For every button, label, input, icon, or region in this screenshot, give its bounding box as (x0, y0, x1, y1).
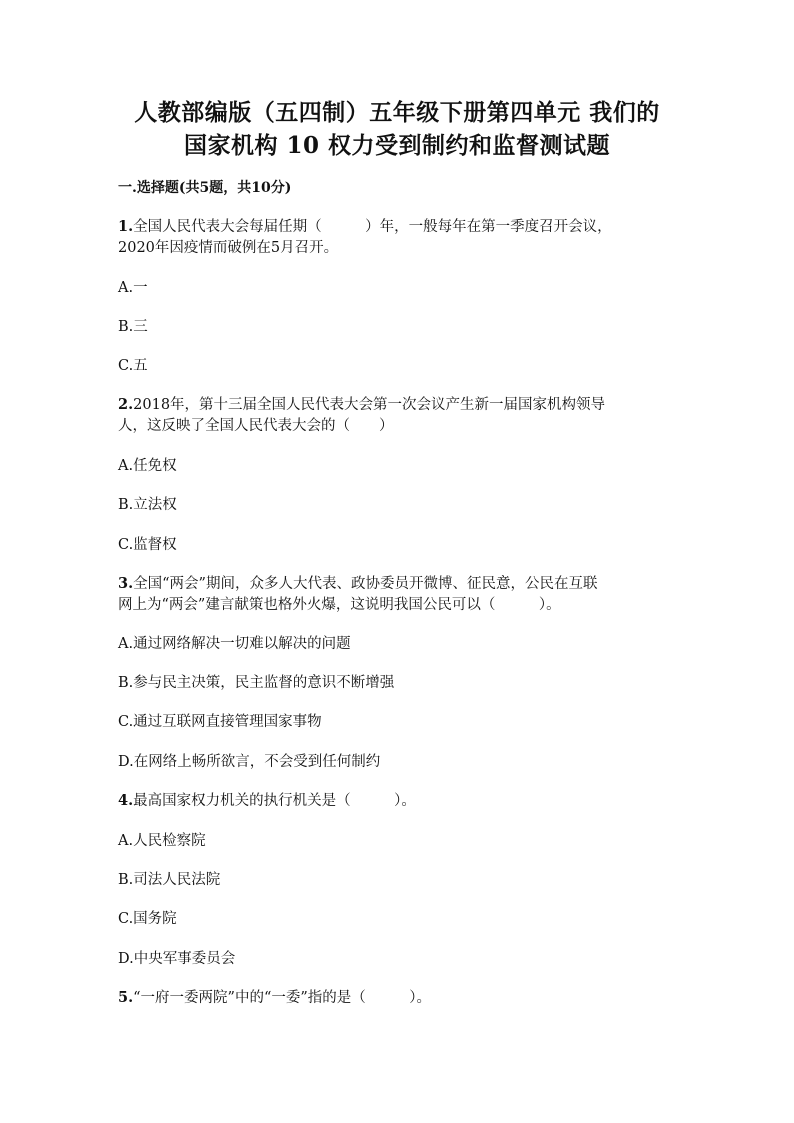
question-1-stem-line-2: 2020年因疫情而破例在5月召开。 (118, 240, 339, 256)
question-2-option-b[interactable]: B.立法权 (118, 497, 177, 513)
question-4-option-a[interactable]: A.人民检察院 (118, 833, 206, 849)
question-4-option-d[interactable]: D.中央军事委员会 (118, 951, 236, 967)
doc-title-line-2: 国家机构 10 权力受到制约和监督测试题 (183, 132, 611, 159)
question-3-option-a[interactable]: A.通过网络解决一切难以解决的问题 (118, 636, 351, 652)
question-4-option-c[interactable]: C.国务院 (118, 911, 177, 927)
question-1-option-a[interactable]: A.一 (118, 280, 148, 296)
question-2-stem-line-1 (118, 394, 605, 416)
question-2-option-c[interactable]: C.监督权 (118, 537, 177, 553)
doc-title-line-1: 人教部编版（五四制）五年级下册第四单元 我们的 (134, 99, 660, 126)
question-2-text-1: 2018年，第十三届全国人民代表大会第一次会议产生新一届国家机构领导 (133, 397, 606, 413)
question-3-option-d[interactable]: D.在网络上畅所欲言，不会受到任何制约 (118, 754, 381, 770)
question-4-stem-line-1 (118, 790, 416, 812)
question-3-option-c[interactable]: C.通过互联网直接管理国家事物 (118, 714, 322, 730)
question-3-option-b[interactable]: B.参与民主决策，民主监督的意识不断增强 (118, 675, 395, 691)
section-heading: 一.选择题(共5题，共10分) (118, 180, 292, 196)
question-4-number: 4. (118, 792, 134, 809)
question-5-stem-line-1 (118, 987, 431, 1009)
question-4-text-1: 最高国家权力机关的执行机关是（ ）。 (133, 793, 416, 809)
question-3-stem-line-1 (118, 573, 597, 595)
question-3-number: 3. (118, 575, 134, 592)
question-2-stem-line-2: 人，这反映了全国人民代表大会的（ ） (118, 418, 394, 434)
question-1-option-b[interactable]: B.三 (118, 319, 148, 335)
question-3-stem-line-2: 网上为“两会”建言献策也格外火爆，这说明我国公民可以（ ）。 (118, 597, 561, 613)
question-1-option-c[interactable]: C.五 (118, 358, 148, 374)
question-5-number: 5. (118, 989, 134, 1006)
question-4-option-b[interactable]: B.司法人民法院 (118, 872, 221, 888)
question-5-text-1: “一府一委两院”中的“一委”指的是（ ）。 (133, 990, 432, 1006)
question-1-stem-line-1 (118, 216, 612, 238)
question-2-number: 2. (118, 396, 134, 413)
question-1-number: 1. (118, 218, 134, 235)
question-3-text-1: 全国“两会”期间，众多人大代表、政协委员开微博、征民意，公民在互联 (133, 576, 598, 592)
question-2-option-a[interactable]: A.任免权 (118, 458, 177, 474)
question-1-text-1: 全国人民代表大会每届任期（ ）年，一般每年在第一季度召开会议， (133, 219, 612, 235)
